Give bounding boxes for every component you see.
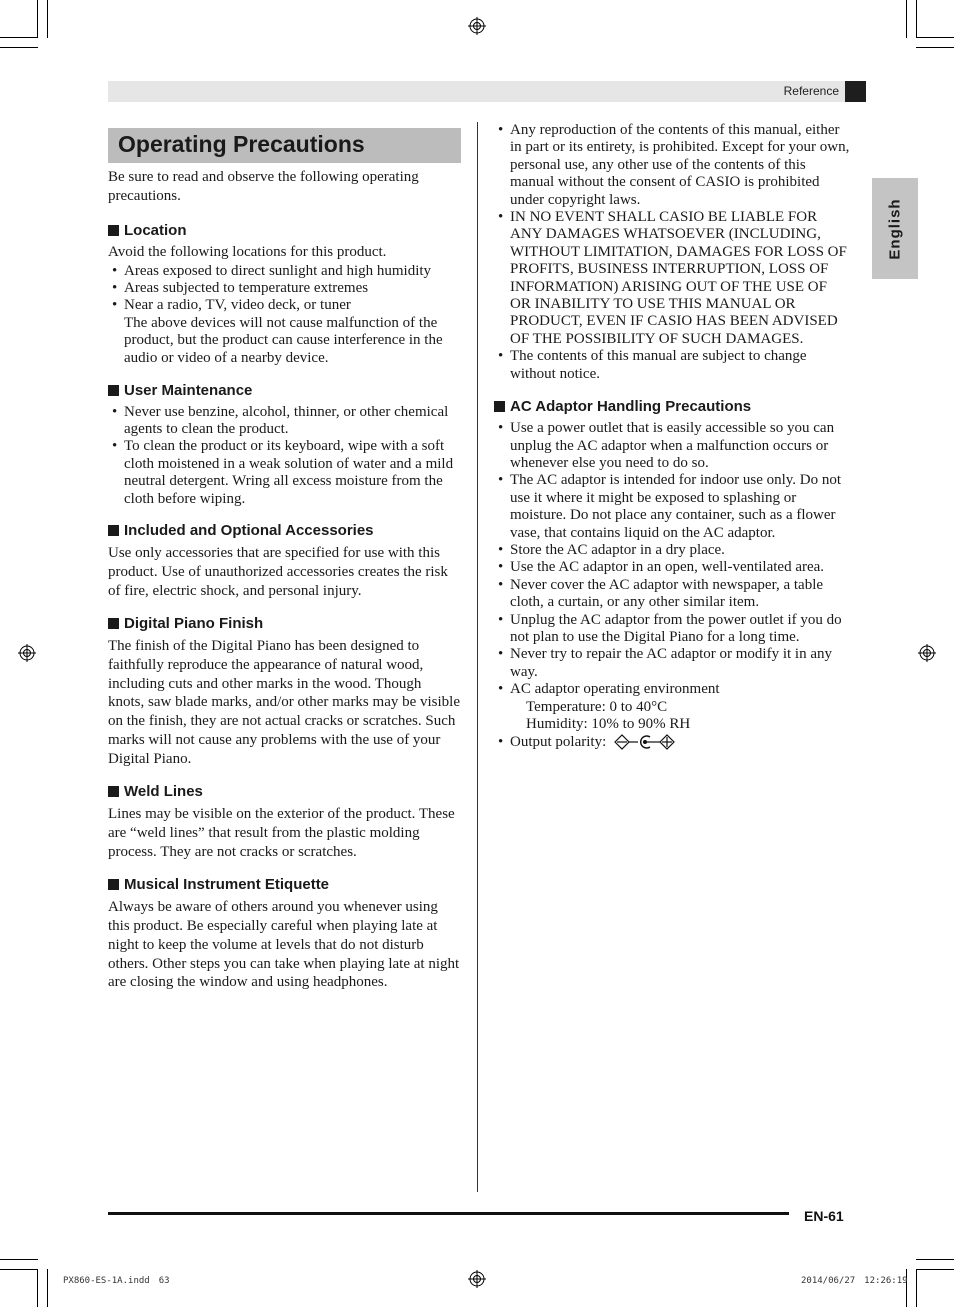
section-piano-finish: [108, 615, 460, 769]
page-title: Operating Precautions: [118, 131, 365, 157]
registration-mark-icon: [468, 17, 486, 35]
crop-mark: [916, 0, 917, 38]
page-number: EN-61: [804, 1208, 844, 1224]
language-tab: [872, 178, 918, 279]
list-item: • Store the AC adaptor in a dry place.: [494, 542, 850, 559]
section-heading: Included and Optional Accessories: [108, 522, 460, 539]
section-note: The above devices will not cause malfunction of the product, but the product can cause interference in the audio or video of a nearby device.: [124, 314, 443, 366]
square-bullet-icon: [108, 225, 119, 236]
crop-mark: [916, 1269, 954, 1270]
reference-header-bar: [108, 81, 866, 102]
left-column: [108, 168, 460, 992]
bullet-list: [494, 734, 850, 751]
temperature-range: Temperature: 0 to 40°C: [526, 698, 668, 715]
section-text: Always be aware of others around you whenever using this product. Be especially careful when playing late at night to keep the volume at levels that do not disturb others. Other steps you can take when playing late at night are closing the window and using headphones.: [108, 898, 460, 991]
header-block: [845, 81, 866, 102]
crop-mark: [47, 1269, 48, 1307]
section-lead: Avoid the following locations for this product.: [108, 244, 387, 260]
list-item: • Never use benzine, alcohol, thinner, or other chemical agents to clean the product.: [108, 404, 460, 439]
section-user-maintenance: [108, 382, 460, 508]
output-polarity-icon: [614, 734, 676, 750]
square-bullet-icon: [108, 385, 119, 396]
section-heading: Digital Piano Finish: [108, 615, 460, 632]
polarity-label: Output polarity:: [510, 733, 607, 750]
page-title-bar: [108, 128, 461, 163]
environment-label: AC adaptor operating environment: [510, 681, 720, 698]
crop-mark: [0, 37, 38, 38]
list-item: • Areas subjected to temperature extremes: [108, 280, 460, 297]
bullet-list: [108, 263, 460, 315]
list-item: • Unplug the AC adaptor from the power outlet if you do not plan to use the Digital Piano for a long time.: [494, 612, 850, 647]
section-heading: Weld Lines: [108, 783, 460, 800]
language-tab-label: English: [886, 197, 904, 260]
section-label: Reference: [783, 84, 839, 98]
column-divider: [477, 122, 478, 1192]
right-column: [494, 122, 850, 751]
crop-mark: [0, 1269, 38, 1270]
list-item: • Near a radio, TV, video deck, or tuner: [108, 297, 460, 314]
crop-mark: [916, 37, 954, 38]
square-bullet-icon: [108, 786, 119, 797]
crop-mark: [37, 0, 38, 38]
section-text: Use only accessories that are specified for use with this product. Use of unauthorized accessories creates the risk of fire, electric shock, and personal injury.: [108, 545, 448, 599]
crop-mark: [47, 0, 48, 38]
section-location: [108, 222, 460, 368]
registration-mark-icon: [918, 644, 936, 662]
bullet-list: [108, 404, 460, 508]
section-heading: Musical Instrument Etiquette: [108, 876, 460, 893]
bullet-list: [494, 122, 850, 383]
crop-mark: [916, 1259, 954, 1260]
crop-mark: [906, 0, 907, 38]
list-item: • Never try to repair the AC adaptor or modify it in any way.: [494, 646, 850, 681]
intro-text: Be sure to read and observe the following operating precautions.: [108, 169, 419, 204]
list-item: • To clean the product or its keyboard, wipe with a soft cloth moistened in a weak solution of water and a mild neutral detergent. Wring all excess moisture from the cloth before wiping.: [108, 438, 460, 508]
slug-datetime: 2014/06/27 12:26:19: [801, 1276, 908, 1286]
list-item: • Use a power outlet that is easily accessible so you can unplug the AC adaptor when a malfunction occurs or whenever else you need to do so.: [494, 420, 850, 472]
list-item: • Any reproduction of the contents of this manual, either in part or its entirety, is prohibited. Except for your own, personal use, any other use of the contents of this manual without the consent of CASIO is prohibited under copyright laws.: [494, 122, 850, 209]
section-text: Lines may be visible on the exterior of the product. These are “weld lines” that result from the plastic molding process. They are not cracks or scratches.: [108, 806, 455, 860]
square-bullet-icon: [108, 525, 119, 536]
section-heading: AC Adaptor Handling Precautions: [494, 398, 850, 415]
crop-mark: [916, 47, 954, 48]
registration-mark-icon: [468, 1270, 486, 1288]
section-etiquette: [108, 876, 460, 993]
list-item: • Areas exposed to direct sunlight and high humidity: [108, 263, 460, 280]
humidity-range: Humidity: 10% to 90% RH: [526, 716, 691, 733]
section-heading: User Maintenance: [108, 382, 460, 399]
square-bullet-icon: [494, 401, 505, 412]
list-item: [494, 681, 850, 698]
section-text: The finish of the Digital Piano has been designed to faithfully reproduce the appearance of natural wood, including cuts and other marks in the wood. Though knots, saw blade marks, and/or other marks may be visible on the finish, they are not actual cracks or scratches. Such marks will not cause any problems with the use of your Digital Piano.: [108, 637, 461, 768]
list-item: • IN NO EVENT SHALL CASIO BE LIABLE FOR ANY DAMAGES WHATSOEVER (INCLUDING, WITHOUT LIMITATION, DAMAGES FOR LOSS OF PROFITS, BUSINESS INTERRUPTION, LOSS OF INFORMATION) ARISING OUT OF THE USE OF OR INABILITY TO USE THIS MANUAL OR PRODUCT, EVEN IF CASIO HAS BEEN ADVISED OF THE POSSIBILITY OF SUCH DAMAGES.: [494, 209, 850, 348]
list-item: • The contents of this manual are subject to change without notice.: [494, 348, 850, 383]
square-bullet-icon: [108, 618, 119, 629]
section-heading: Location: [108, 222, 460, 239]
section-ac-adaptor: [494, 398, 850, 751]
square-bullet-icon: [108, 879, 119, 890]
registration-mark-icon: [18, 644, 36, 662]
section-weld-lines: [108, 783, 460, 862]
list-item: • The AC adaptor is intended for indoor use only. Do not use it where it might be exposed to splashing or moisture. Do not place any container, such as a flower vase, that contains liquid on the AC adaptor.: [494, 472, 850, 542]
list-item: • Use the AC adaptor in an open, well-ventilated area.: [494, 559, 850, 576]
list-item: [494, 734, 850, 751]
footer-rule: [108, 1212, 789, 1215]
crop-mark: [916, 1269, 917, 1307]
crop-mark: [0, 47, 38, 48]
slug-filename: PX860-ES-1A.indd 63: [63, 1276, 170, 1286]
section-accessories: [108, 522, 460, 601]
crop-mark: [37, 1269, 38, 1307]
crop-mark: [0, 1259, 38, 1260]
bullet-list: [494, 420, 850, 699]
list-item: • Never cover the AC adaptor with newspaper, a table cloth, a curtain, or any other similar item.: [494, 577, 850, 612]
